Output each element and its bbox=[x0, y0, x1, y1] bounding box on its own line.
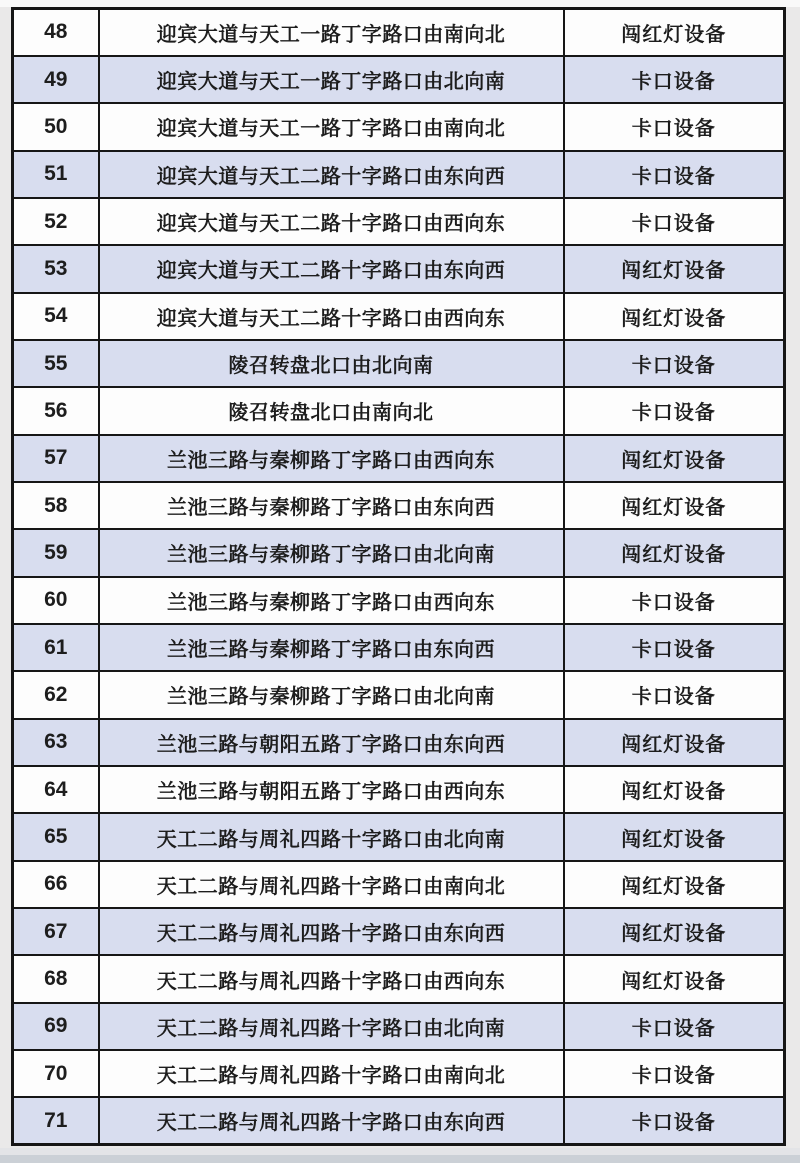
photo-bottom-edge bbox=[0, 1155, 800, 1163]
device-type-cell: 卡口设备 bbox=[564, 577, 785, 624]
row-index-cell: 67 bbox=[13, 908, 99, 955]
table-row bbox=[13, 387, 785, 434]
table-row bbox=[13, 813, 785, 860]
device-type-cell: 卡口设备 bbox=[564, 1050, 785, 1097]
location-cell: 兰池三路与秦柳路丁字路口由东向西 bbox=[99, 624, 564, 671]
table-row bbox=[13, 955, 785, 1002]
location-cell: 迎宾大道与天工一路丁字路口由南向北 bbox=[99, 9, 564, 56]
row-index-cell: 53 bbox=[13, 245, 99, 292]
row-index-cell: 50 bbox=[13, 103, 99, 150]
photo-top-margin bbox=[0, 0, 800, 7]
location-cell: 兰池三路与秦柳路丁字路口由北向南 bbox=[99, 671, 564, 718]
table-row bbox=[13, 766, 785, 813]
location-cell: 迎宾大道与天工二路十字路口由东向西 bbox=[99, 151, 564, 198]
location-cell: 陵召转盘北口由南向北 bbox=[99, 387, 564, 434]
row-index-cell: 64 bbox=[13, 766, 99, 813]
location-cell: 迎宾大道与天工二路十字路口由西向东 bbox=[99, 198, 564, 245]
row-index-cell: 65 bbox=[13, 813, 99, 860]
device-type-cell: 卡口设备 bbox=[564, 103, 785, 150]
photo-bottom-margin bbox=[0, 1148, 800, 1155]
device-type-cell: 卡口设备 bbox=[564, 151, 785, 198]
equipment-table-body bbox=[13, 9, 785, 1145]
row-index-cell: 71 bbox=[13, 1097, 99, 1144]
table-row bbox=[13, 151, 785, 198]
location-cell: 天工二路与周礼四路十字路口由北向南 bbox=[99, 1003, 564, 1050]
location-cell: 天工二路与周礼四路十字路口由西向东 bbox=[99, 955, 564, 1002]
row-index-cell: 61 bbox=[13, 624, 99, 671]
location-cell: 兰池三路与秦柳路丁字路口由东向西 bbox=[99, 482, 564, 529]
device-type-cell: 闯红灯设备 bbox=[564, 861, 785, 908]
table-row bbox=[13, 198, 785, 245]
device-type-cell: 闯红灯设备 bbox=[564, 245, 785, 292]
device-type-cell: 卡口设备 bbox=[564, 1097, 785, 1144]
location-cell: 迎宾大道与天工一路丁字路口由北向南 bbox=[99, 56, 564, 103]
table-row bbox=[13, 671, 785, 718]
table-row bbox=[13, 719, 785, 766]
row-index-cell: 49 bbox=[13, 56, 99, 103]
location-cell: 兰池三路与朝阳五路丁字路口由西向东 bbox=[99, 766, 564, 813]
row-index-cell: 66 bbox=[13, 861, 99, 908]
row-index-cell: 52 bbox=[13, 198, 99, 245]
row-index-cell: 59 bbox=[13, 529, 99, 576]
device-type-cell: 闯红灯设备 bbox=[564, 908, 785, 955]
device-type-cell: 闯红灯设备 bbox=[564, 955, 785, 1002]
table-row bbox=[13, 482, 785, 529]
table-row bbox=[13, 624, 785, 671]
row-index-cell: 60 bbox=[13, 577, 99, 624]
device-type-cell: 闯红灯设备 bbox=[564, 482, 785, 529]
table-row bbox=[13, 861, 785, 908]
location-cell: 迎宾大道与天工二路十字路口由西向东 bbox=[99, 293, 564, 340]
device-type-cell: 卡口设备 bbox=[564, 387, 785, 434]
location-cell: 兰池三路与秦柳路丁字路口由西向东 bbox=[99, 577, 564, 624]
location-cell: 天工二路与周礼四路十字路口由南向北 bbox=[99, 861, 564, 908]
row-index-cell: 54 bbox=[13, 293, 99, 340]
table-row bbox=[13, 529, 785, 576]
row-index-cell: 62 bbox=[13, 671, 99, 718]
device-type-cell: 闯红灯设备 bbox=[564, 719, 785, 766]
device-type-cell: 卡口设备 bbox=[564, 671, 785, 718]
table-row bbox=[13, 435, 785, 482]
table-row bbox=[13, 56, 785, 103]
row-index-cell: 48 bbox=[13, 9, 99, 56]
device-type-cell: 闯红灯设备 bbox=[564, 293, 785, 340]
table-row bbox=[13, 293, 785, 340]
location-cell: 迎宾大道与天工二路十字路口由东向西 bbox=[99, 245, 564, 292]
device-type-cell: 闯红灯设备 bbox=[564, 435, 785, 482]
location-cell: 兰池三路与秦柳路丁字路口由北向南 bbox=[99, 529, 564, 576]
row-index-cell: 68 bbox=[13, 955, 99, 1002]
row-index-cell: 51 bbox=[13, 151, 99, 198]
row-index-cell: 55 bbox=[13, 340, 99, 387]
device-type-cell: 卡口设备 bbox=[564, 340, 785, 387]
row-index-cell: 63 bbox=[13, 719, 99, 766]
device-type-cell: 闯红灯设备 bbox=[564, 766, 785, 813]
table-row bbox=[13, 245, 785, 292]
row-index-cell: 57 bbox=[13, 435, 99, 482]
device-type-cell: 闯红灯设备 bbox=[564, 529, 785, 576]
device-type-cell: 闯红灯设备 bbox=[564, 9, 785, 56]
row-index-cell: 56 bbox=[13, 387, 99, 434]
device-type-cell: 卡口设备 bbox=[564, 56, 785, 103]
row-index-cell: 69 bbox=[13, 1003, 99, 1050]
location-cell: 天工二路与周礼四路十字路口由东向西 bbox=[99, 1097, 564, 1144]
row-index-cell: 70 bbox=[13, 1050, 99, 1097]
table-row bbox=[13, 1003, 785, 1050]
device-type-cell: 卡口设备 bbox=[564, 624, 785, 671]
location-cell: 陵召转盘北口由北向南 bbox=[99, 340, 564, 387]
location-cell: 兰池三路与朝阳五路丁字路口由东向西 bbox=[99, 719, 564, 766]
table-row bbox=[13, 1097, 785, 1144]
location-cell: 兰池三路与秦柳路丁字路口由西向东 bbox=[99, 435, 564, 482]
location-cell: 天工二路与周礼四路十字路口由南向北 bbox=[99, 1050, 564, 1097]
equipment-table bbox=[11, 7, 786, 1146]
device-type-cell: 卡口设备 bbox=[564, 198, 785, 245]
location-cell: 天工二路与周礼四路十字路口由北向南 bbox=[99, 813, 564, 860]
location-cell: 天工二路与周礼四路十字路口由东向西 bbox=[99, 908, 564, 955]
location-cell: 迎宾大道与天工一路丁字路口由南向北 bbox=[99, 103, 564, 150]
table-row bbox=[13, 908, 785, 955]
row-index-cell: 58 bbox=[13, 482, 99, 529]
table-row bbox=[13, 1050, 785, 1097]
table-row bbox=[13, 340, 785, 387]
device-type-cell: 卡口设备 bbox=[564, 1003, 785, 1050]
device-type-cell: 闯红灯设备 bbox=[564, 813, 785, 860]
table-row bbox=[13, 577, 785, 624]
table-row bbox=[13, 9, 785, 56]
table-row bbox=[13, 103, 785, 150]
